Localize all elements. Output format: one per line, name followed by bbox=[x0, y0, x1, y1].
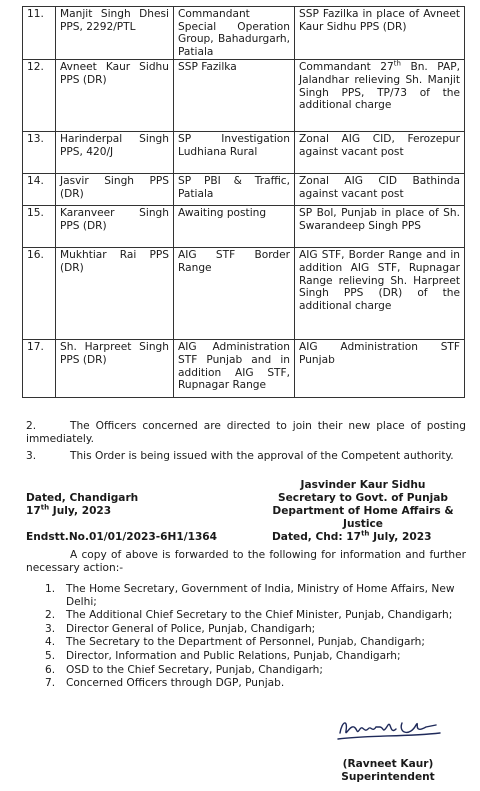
list-item-text: The Secretary to the Department of Personnel, Punjab, Chandigarh; bbox=[66, 636, 425, 649]
list-item-text: Concerned Officers through DGP, Punjab. bbox=[66, 677, 285, 690]
posting-to-cell: Zonal AIG CID Bathinda against vacant post bbox=[295, 174, 465, 206]
list-item-text: Director, Information and Public Relations, Punjab, Chandigarh; bbox=[66, 649, 401, 662]
signatory-block bbox=[263, 479, 463, 531]
list-item-number: 2. bbox=[45, 609, 56, 622]
officer-name-cell: Manjit Singh Dhesi PPS, 2292/PTL bbox=[56, 7, 174, 60]
serial-number-cell: 14. bbox=[23, 174, 56, 206]
officer-name-cell: Jasvir Singh PPS (DR) bbox=[56, 174, 174, 206]
list-item bbox=[26, 623, 466, 636]
officer-name-cell: Harinderpal Singh PPS, 420/J bbox=[56, 132, 174, 174]
posting-to-cell: Commandant 27th Bn. PAP, Jalandhar relieving Sh. Manjit Singh PPS, TP/73 of the additional charge bbox=[295, 60, 465, 132]
serial-number-cell: 12. bbox=[23, 60, 56, 132]
table-row bbox=[23, 340, 465, 398]
list-item-text: The Home Secretary, Government of India, Ministry of Home Affairs, New Delhi; bbox=[66, 583, 455, 608]
list-item bbox=[26, 664, 466, 677]
signatory-title: Secretary to Govt. of Punjab bbox=[277, 492, 448, 504]
dated-place: Dated, Chandigarh bbox=[26, 492, 139, 504]
list-item-text: The Additional Chief Secretary to the Chief Minister, Punjab, Chandigarh; bbox=[66, 609, 453, 622]
paragraph-number: 2. bbox=[26, 420, 37, 432]
paragraph-3 bbox=[26, 450, 466, 463]
list-item-number: 1. bbox=[45, 583, 56, 595]
officer-name-cell: Avneet Kaur Sidhu PPS (DR) bbox=[56, 60, 174, 132]
paragraph-text: This Order is being issued with the approval of the Competent authority. bbox=[70, 450, 454, 462]
list-item bbox=[26, 583, 466, 608]
handwritten-signature bbox=[336, 715, 446, 743]
table-row bbox=[23, 132, 465, 174]
endorsement-line bbox=[26, 531, 466, 544]
serial-number-cell: 13. bbox=[23, 132, 56, 174]
posting-from-cell: AIG STF Border Range bbox=[174, 248, 295, 340]
dated-date: 17th July, 2023 bbox=[26, 503, 112, 517]
endorsement-date: Dated, Chd: 17th July, 2023 bbox=[272, 529, 432, 543]
serial-number-cell: 16. bbox=[23, 248, 56, 340]
list-item bbox=[26, 609, 466, 622]
table-row bbox=[23, 206, 465, 248]
list-item-number: 4. bbox=[45, 636, 56, 649]
posting-from-cell: Commandant Special Operation Group, Bahadurgarh, Patiala bbox=[174, 7, 295, 60]
copy-intro: A copy of above is forwarded to the following for information and further necessary action:- bbox=[26, 549, 466, 574]
paragraph-2 bbox=[26, 420, 466, 445]
list-item-text: OSD to the Chief Secretary, Punjab, Chandigarh; bbox=[66, 663, 323, 676]
posting-from-cell: SP PBI & Traffic, Patiala bbox=[174, 174, 295, 206]
table-row bbox=[23, 7, 465, 60]
officer-name-cell: Mukhtiar Rai PPS (DR) bbox=[56, 248, 174, 340]
table-row bbox=[23, 174, 465, 206]
dated-block bbox=[26, 492, 138, 518]
distribution-list bbox=[26, 583, 466, 691]
list-item-number: 5. bbox=[45, 649, 56, 662]
posting-from-cell: Awaiting posting bbox=[174, 206, 295, 248]
superintendent-block bbox=[313, 758, 463, 784]
signatory-department: Department of Home Affairs & Justice bbox=[272, 505, 454, 530]
posting-from-cell: SP Investigation Ludhiana Rural bbox=[174, 132, 295, 174]
serial-number-cell: 11. bbox=[23, 7, 56, 60]
posting-to-cell: SSP Fazilka in place of Avneet Kaur Sidhu PPS (DR) bbox=[295, 7, 465, 60]
list-item-text: Director General of Police, Punjab, Chandigarh; bbox=[66, 622, 316, 635]
superintendent-title: Superintendent bbox=[341, 771, 435, 783]
endorsement-number: Endstt.No.01/01/2023-6H1/1364 bbox=[26, 531, 218, 543]
signatory-name: Jasvinder Kaur Sidhu bbox=[300, 479, 426, 491]
officer-name-cell: Sh. Harpreet Singh PPS (DR) bbox=[56, 340, 174, 398]
list-item-number: 3. bbox=[45, 622, 56, 635]
table-row bbox=[23, 248, 465, 340]
posting-to-cell: AIG STF, Border Range and in addition AIG STF, Rupnagar Range relieving Sh. Harpreet Singh PPS (DR) of the additional charge bbox=[295, 248, 465, 340]
serial-number-cell: 17. bbox=[23, 340, 56, 398]
list-item bbox=[26, 636, 466, 649]
posting-to-cell: AIG Administration STF Punjab bbox=[295, 340, 465, 398]
list-item-number: 6. bbox=[45, 663, 56, 676]
serial-number-cell: 15. bbox=[23, 206, 56, 248]
posting-from-cell: SSP Fazilka bbox=[174, 60, 295, 132]
posting-to-cell: SP Bol, Punjab in place of Sh. Swarandeep Singh PPS bbox=[295, 206, 465, 248]
posting-to-cell: Zonal AIG CID, Ferozepur against vacant post bbox=[295, 132, 465, 174]
list-item bbox=[26, 677, 466, 690]
officer-name-cell: Karanveer Singh PPS (DR) bbox=[56, 206, 174, 248]
posting-from-cell: AIG Administration STF Punjab and in addition AIG STF, Rupnagar Range bbox=[174, 340, 295, 398]
list-item-number: 7. bbox=[45, 677, 56, 690]
table-row bbox=[23, 60, 465, 132]
superintendent-name: (Ravneet Kaur) bbox=[342, 758, 434, 770]
list-item bbox=[26, 650, 466, 663]
paragraph-text: The Officers concerned are directed to join their new place of posting immediately. bbox=[26, 420, 466, 445]
paragraph-number: 3. bbox=[26, 450, 37, 462]
postings-table bbox=[22, 6, 465, 398]
